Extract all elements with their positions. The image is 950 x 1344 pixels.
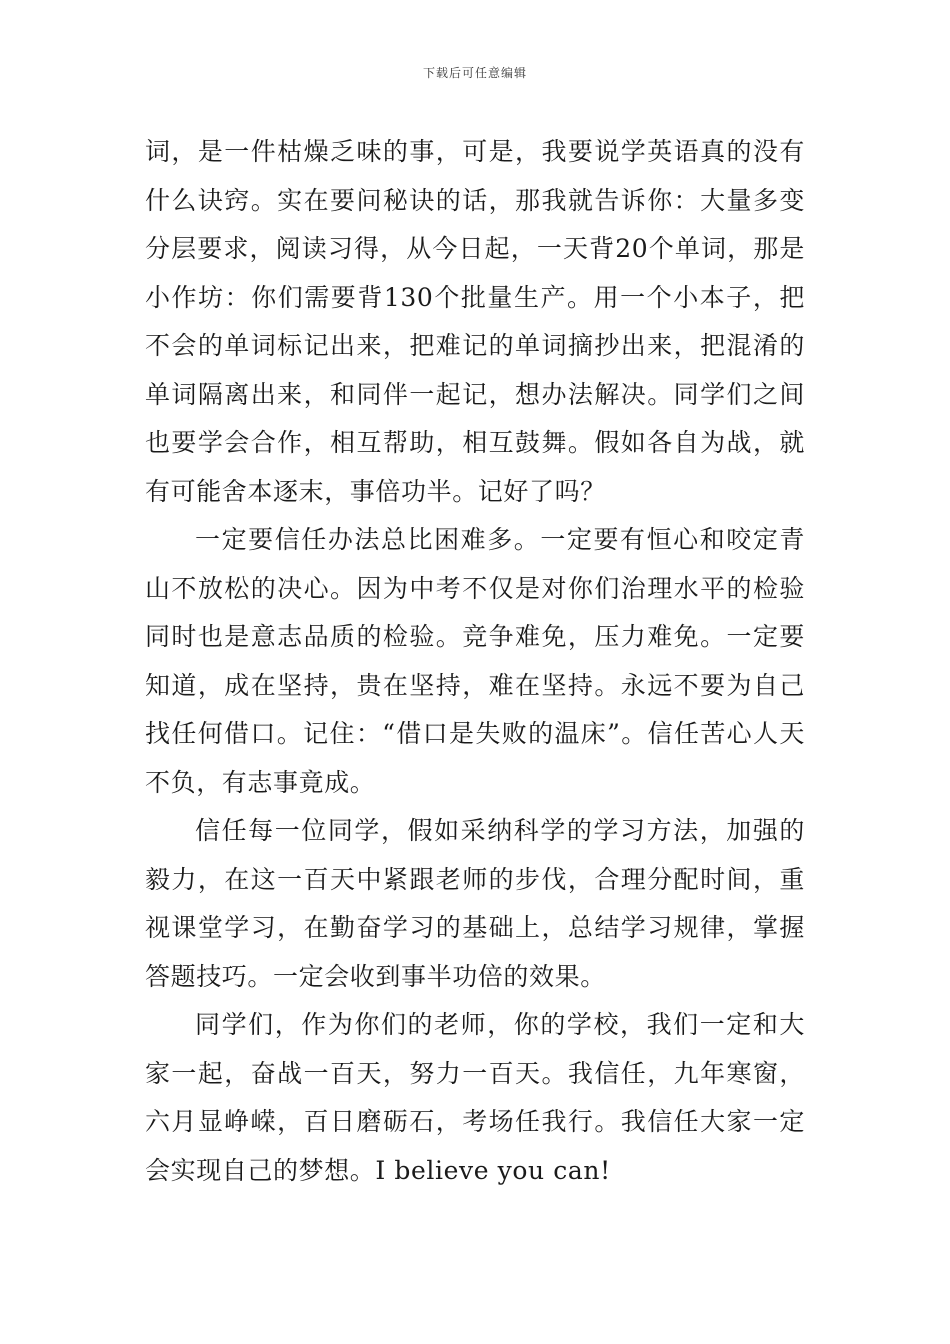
document-body bbox=[145, 128, 805, 1195]
page-header: 下载后可任意编辑 bbox=[422, 66, 527, 80]
paragraph: 信任每一位同学，假如采纳科学的学习方法，加强的毅力，在这一百天中紧跟老师的步伐，合理分配时间，重视课堂学习，在勤奋学习的基础上，总结学习规律，掌握答题技巧。一定会收到事半功倍的效果。 bbox=[145, 816, 805, 991]
paragraph: 一定要信任办法总比困难多。一定要有恒心和咬定青山不放松的决心。因为中考不仅是对你们治理水平的检验同时也是意志品质的检验。竞争难免，压力难免。一定要知道，成在坚持，贵在坚持，难在坚持。永远不要为自己找任何借口。记住：“借口是失败的温床”。信任苦心人天不负，有志事竟成。 bbox=[145, 525, 805, 797]
paragraph: 同学们，作为你们的老师，你的学校，我们一定和大家一起，奋战一百天，努力一百天。我信任，九年寒窗，六月显峥嵘，百日磨砺石，考场任我行。我信任大家一定会实现自己的梦想。I believe you can! bbox=[145, 1010, 805, 1185]
paragraph-continuation: 词，是一件枯燥乏味的事，可是，我要说学英语真的没有什么诀窍。实在要问秘诀的话，那我就告诉你：大量多变分层要求，阅读习得，从今日起，一天背20个单词，那是小作坊：你们需要背130个批量生产。用一个小本子，把不会的单词标记出来，把难记的单词摘抄出来，把混淆的单词隔离出来，和同伴一起记，想办法解决。同学们之间也要学会合作，相互帮助，相互鼓舞。假如各自为战，就有可能舍本逐末，事倍功半。记好了吗？ bbox=[145, 137, 805, 506]
